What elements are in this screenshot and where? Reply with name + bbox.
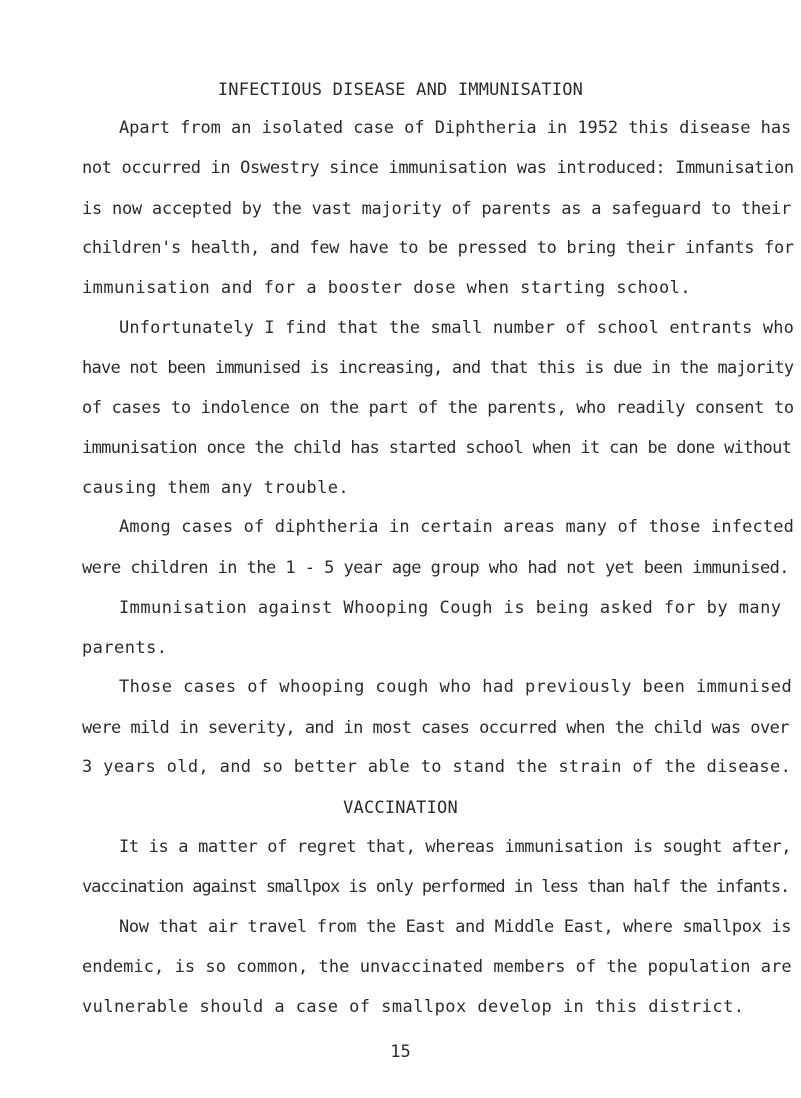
- paragraph-line: Among cases of diphtheria in certain areas many of those infected: [119, 517, 795, 537]
- paragraph-line: vulnerable should a case of smallpox develop in this district.: [82, 997, 745, 1017]
- paragraph-line: endemic, is so common, the unvaccinated members of the population are: [82, 957, 792, 977]
- paragraph-line: children's health, and few have to be pressed to bring their infants for: [82, 238, 794, 258]
- paragraph-line: Those cases of whooping cough who had previously been immunised: [119, 677, 793, 697]
- paragraph-line: immunisation once the child has started school when it can be done without: [82, 438, 792, 458]
- paragraph-line: immunisation and for a booster dose when starting school.: [82, 278, 692, 298]
- page-number: 15: [390, 1042, 411, 1062]
- page-title: INFECTIOUS DISEASE AND IMMUNISATION: [217, 80, 584, 100]
- paragraph-line: of cases to indolence on the part of the parents, who readily consent to: [82, 398, 794, 418]
- paragraph-line: parents.: [82, 638, 168, 658]
- paragraph-line: not occurred in Oswestry since immunisation was introduced: Immunisation: [82, 158, 794, 178]
- paragraph-line: Now that air travel from the East and Middle East, where smallpox is: [119, 917, 792, 937]
- paragraph-line: were mild in severity, and in most cases occurred when the child was over: [82, 718, 789, 738]
- paragraph-line: vaccination against smallpox is only performed in less than half the infants.: [82, 877, 790, 897]
- paragraph-line: is now accepted by the vast majority of parents as a safeguard to their: [82, 199, 791, 219]
- paragraph-line: were children in the 1 - 5 year age group who had not yet been immunised.: [82, 558, 789, 578]
- paragraph-line: Apart from an isolated case of Diphtheria in 1952 this disease has: [119, 118, 792, 138]
- paragraph-line: Unfortunately I find that the small number of school entrants who: [119, 318, 795, 338]
- paragraph-line: Immunisation against Whooping Cough is being asked for by many: [119, 598, 782, 618]
- section-heading: VACCINATION: [343, 798, 458, 818]
- paragraph-line: It is a matter of regret that, whereas immunisation is sought after,: [119, 837, 792, 857]
- paragraph-line: have not been immunised is increasing, and that this is due in the majority: [82, 358, 794, 378]
- paragraph-line: causing them any trouble.: [82, 478, 350, 498]
- paragraph-line: 3 years old, and so better able to stand the strain of the disease.: [82, 757, 792, 777]
